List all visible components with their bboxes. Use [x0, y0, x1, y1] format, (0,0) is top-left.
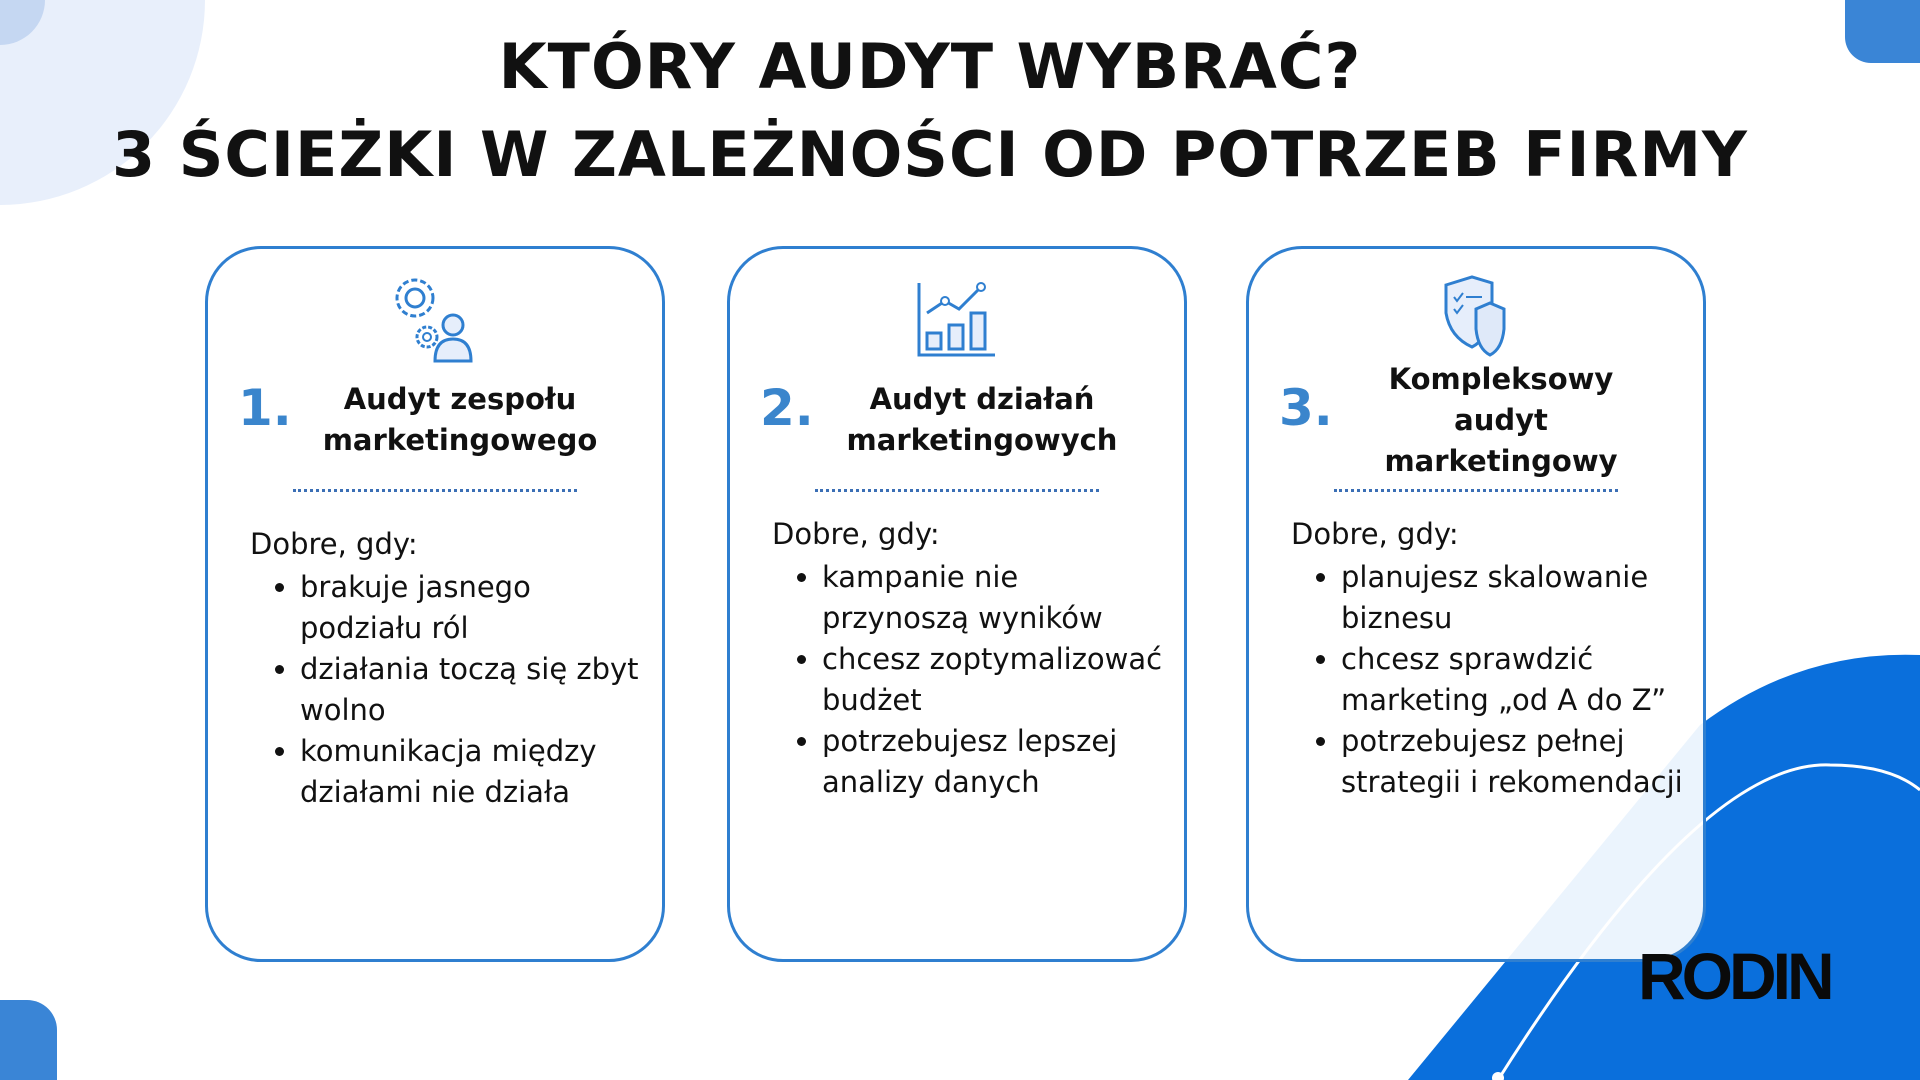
divider — [815, 489, 1099, 495]
card-number: 2. — [760, 379, 814, 437]
good-when-label: Dobre, gdy: — [1291, 517, 1459, 551]
page-title-line1: KTÓRY AUDYT WYBRAĆ? — [498, 30, 1362, 103]
audit-card-complex — [1246, 246, 1706, 962]
good-when-label: Dobre, gdy: — [250, 527, 418, 561]
list-item: • komunikacja między działami nie działa — [300, 731, 648, 813]
list-item: • chcesz zoptymalizować budżet — [822, 639, 1170, 721]
divider — [1334, 489, 1618, 495]
audit-card-activities — [727, 246, 1187, 962]
list-item: • potrzebujesz pełnej strategii i rekomendacji — [1341, 721, 1713, 803]
audit-card-team — [205, 246, 665, 962]
list-item: • chcesz sprawdzić marketing „od A do Z” — [1341, 639, 1713, 721]
reasons-list — [772, 557, 1170, 803]
card-number: 1. — [238, 379, 292, 437]
card-number: 3. — [1279, 379, 1333, 437]
gears-person-icon — [385, 273, 485, 363]
reasons-list — [1291, 557, 1713, 803]
divider — [293, 489, 577, 495]
reasons-list — [250, 567, 648, 813]
shield-check-icon — [1426, 273, 1526, 363]
page-title-line2: 3 ŚCIEŻKI W ZALEŻNOŚCI OD POTRZEB FIRMY — [112, 118, 1748, 191]
list-item: • potrzebujesz lepszej analizy danych — [822, 721, 1170, 803]
card-heading: Kompleksowy audyt marketingowy — [1384, 362, 1618, 478]
list-item: • działania toczą się zbyt wolno — [300, 649, 648, 731]
rodin-logo: RODIN — [1638, 939, 1831, 1013]
list-item: • brakuje jasnego podziału ról — [300, 567, 648, 649]
good-when-label: Dobre, gdy: — [772, 517, 940, 551]
card-heading: Audyt zespołu marketingowego — [322, 382, 598, 457]
card-heading: Audyt działań marketingowych — [846, 382, 1118, 457]
list-item: • planujesz skalowanie biznesu — [1341, 557, 1713, 639]
list-item: • kampanie nie przynoszą wyników — [822, 557, 1170, 639]
bar-chart-trend-icon — [907, 273, 1007, 363]
